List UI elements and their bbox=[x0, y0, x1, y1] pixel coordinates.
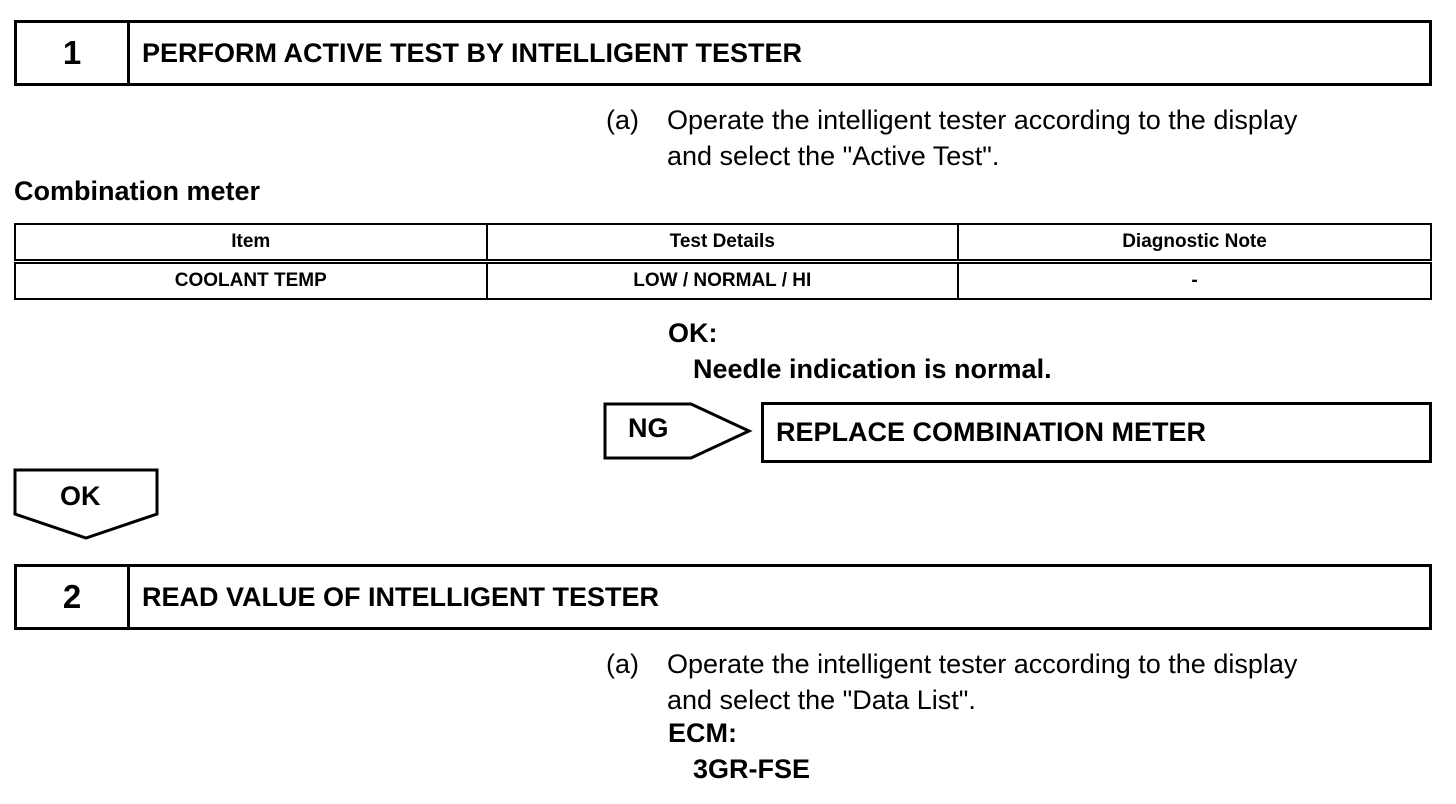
step-1-title: PERFORM ACTIVE TEST BY INTELLIGENT TESTER bbox=[142, 37, 803, 68]
step-1-number: 1 bbox=[17, 23, 130, 83]
table-cell-diagnostic-note: - bbox=[958, 262, 1431, 300]
step-2-instruction-label: (a) bbox=[606, 649, 639, 679]
column-header-item: Item bbox=[15, 224, 487, 262]
section-title: Combination meter bbox=[14, 176, 261, 206]
table-header-row bbox=[15, 224, 1431, 262]
ng-action-box bbox=[761, 402, 1432, 463]
step-1-instruction-line-1: Operate the intelligent tester according to the display bbox=[667, 105, 1298, 135]
ok-criteria-label: OK: bbox=[668, 318, 718, 348]
step-1-instruction-line-2: and select the "Active Test". bbox=[667, 141, 1000, 171]
table-cell-test-details: LOW / NORMAL / HI bbox=[487, 262, 959, 300]
step-2-instruction-line-1: Operate the intelligent tester according to the display bbox=[667, 649, 1298, 679]
step-1-header bbox=[14, 20, 1432, 86]
step-1-instruction bbox=[606, 102, 1406, 174]
step-2-header bbox=[14, 564, 1432, 630]
column-header-diagnostic-note: Diagnostic Note bbox=[958, 224, 1431, 262]
table-cell-item: COOLANT TEMP bbox=[15, 262, 487, 300]
step-2-title: READ VALUE OF INTELLIGENT TESTER bbox=[142, 581, 660, 612]
step-2-number: 2 bbox=[17, 567, 130, 627]
ok-arrow-label: OK bbox=[60, 481, 101, 511]
ng-label: NG bbox=[628, 413, 669, 443]
ok-criteria-text: Needle indication is normal. bbox=[693, 354, 1052, 384]
table-row bbox=[15, 262, 1431, 300]
ecm-label: ECM: bbox=[668, 718, 737, 748]
step-2-instruction-text bbox=[667, 646, 1407, 718]
step-2-instruction bbox=[606, 646, 1406, 718]
column-header-test-details: Test Details bbox=[487, 224, 959, 262]
step-1-instruction-text bbox=[667, 102, 1407, 174]
step-2-instruction-line-2: and select the "Data List". bbox=[667, 685, 976, 715]
combination-meter-table bbox=[14, 223, 1432, 300]
step-1-instruction-label: (a) bbox=[606, 105, 639, 135]
ng-action-text: REPLACE COMBINATION METER bbox=[776, 417, 1206, 447]
ng-arrow-icon bbox=[603, 401, 753, 461]
engine-label: 3GR-FSE bbox=[693, 754, 811, 784]
